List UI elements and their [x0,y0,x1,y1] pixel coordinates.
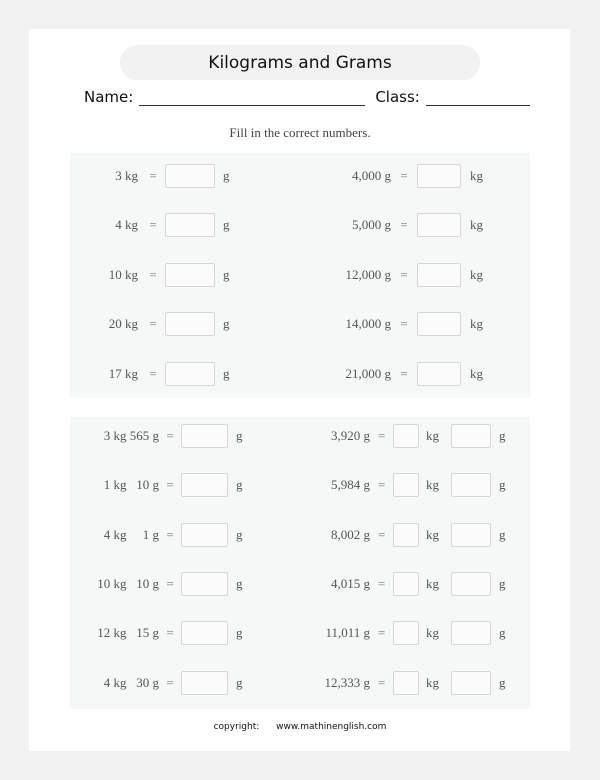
worksheet-title [120,45,480,80]
g-unit-label: g [499,527,506,542]
name-class-row [84,88,530,106]
equals-sign: = [149,267,157,282]
problem-row [300,571,506,597]
problem-row [300,311,483,337]
g-answer-box[interactable] [451,572,491,596]
copyright-label: copyright: [213,722,260,732]
problem-value: 14,000 g [345,316,391,331]
problem-value: 8,002 g [331,527,370,542]
equals-sign: = [149,316,157,331]
unit-label: g [236,675,243,690]
equals-sign: = [149,366,157,381]
problem-value: 3 kg [115,168,138,183]
problem-row [70,571,243,597]
answer-box[interactable] [165,263,215,287]
problem-value: 5,984 g [331,477,370,492]
problem-value: 4 kg [115,217,138,232]
title-text: Kilograms and Grams [208,52,392,73]
unit-label: kg [470,168,483,183]
kg-answer-box[interactable] [393,424,419,448]
answer-box[interactable] [181,621,228,645]
problem-row [300,163,483,189]
kg-unit-label: kg [426,428,439,443]
answer-box[interactable] [181,671,228,695]
equals-sign: = [166,625,174,640]
instructions: Fill in the correct numbers. [229,125,371,140]
problem-row [300,670,506,696]
g-answer-box[interactable] [451,424,491,448]
unit-label: g [223,366,230,381]
problem-value: 3,920 g [331,428,370,443]
unit-label: g [236,477,243,492]
kg-answer-box[interactable] [393,523,419,547]
unit-label: g [236,576,243,591]
kg-answer-box[interactable] [393,473,419,497]
problem-value: 4 kg 30 g [103,675,159,690]
equals-sign: = [400,316,408,331]
name-label: Name: [84,88,134,106]
problem-row [300,212,483,238]
equals-sign: = [400,366,408,381]
problem-value: 11,011 g [325,625,370,640]
answer-box[interactable] [165,312,215,336]
name-field[interactable] [139,91,365,106]
answer-box[interactable] [417,263,461,287]
problem-row [70,522,243,548]
equals-sign: = [377,625,386,640]
kg-unit-label: kg [426,576,439,591]
problem-row [70,262,230,288]
problem-value: 1 kg 10 g [103,477,159,492]
equals-sign: = [400,267,408,282]
problem-row [70,423,243,449]
problem-value: 10 kg 10 g [97,576,159,591]
g-unit-label: g [499,625,506,640]
equals-sign: = [377,576,386,591]
answer-box[interactable] [165,362,215,386]
problem-row [300,620,506,646]
problem-row [70,620,243,646]
answer-box[interactable] [181,572,228,596]
unit-label: g [223,267,230,282]
unit-label: g [223,168,230,183]
kg-unit-label: kg [426,477,439,492]
problem-value: 21,000 g [345,366,391,381]
problem-row [70,361,230,387]
kg-unit-label: kg [426,675,439,690]
problem-value: 12 kg 15 g [97,625,159,640]
kg-answer-box[interactable] [393,671,419,695]
problem-value: 4,015 g [331,576,370,591]
unit-label: g [223,217,230,232]
equals-sign: = [377,675,386,690]
problem-value: 12,000 g [345,267,391,282]
unit-label: kg [470,316,483,331]
equals-sign: = [166,477,174,492]
answer-box[interactable] [417,164,461,188]
g-unit-label: g [499,477,506,492]
problem-row [70,311,230,337]
unit-label: g [223,316,230,331]
problem-row [300,262,483,288]
problem-value: 4,000 g [352,168,391,183]
equals-sign: = [166,576,174,591]
problem-value: 4 kg 1 g [103,527,159,542]
problem-value: 5,000 g [352,217,391,232]
equals-sign: = [400,217,408,232]
unit-label: g [236,428,243,443]
answer-box[interactable] [181,424,228,448]
problem-row [70,212,230,238]
g-unit-label: g [499,428,506,443]
footer [0,722,600,732]
class-field[interactable] [426,91,530,106]
equals-sign: = [166,675,174,690]
problem-row [300,361,483,387]
answer-box[interactable] [181,523,228,547]
g-answer-box[interactable] [451,671,491,695]
kg-unit-label: kg [426,527,439,542]
problem-value: 10 kg [108,267,138,282]
problem-value: 12,333 g [324,675,370,690]
problem-row [300,522,506,548]
answer-box[interactable] [417,213,461,237]
answer-box[interactable] [165,164,215,188]
problem-value: 17 kg [108,366,138,381]
problem-row [70,670,243,696]
unit-label: kg [470,366,483,381]
unit-label: g [236,527,243,542]
class-label: Class: [375,88,420,106]
g-answer-box[interactable] [451,473,491,497]
problem-row [70,472,243,498]
problem-row [300,423,506,449]
equals-sign: = [377,477,386,492]
answer-box[interactable] [181,473,228,497]
answer-box[interactable] [417,312,461,336]
answer-box[interactable] [165,213,215,237]
website-link[interactable]: www.mathinenglish.com [276,722,387,732]
kg-answer-box[interactable] [393,572,419,596]
equals-sign: = [377,428,386,443]
equals-sign: = [377,527,386,542]
problem-value: 20 kg [108,316,138,331]
kg-answer-box[interactable] [393,621,419,645]
equals-sign: = [166,428,174,443]
unit-label: kg [470,267,483,282]
section-2-panel [70,417,530,709]
unit-label: kg [470,217,483,232]
equals-sign: = [149,168,157,183]
g-answer-box[interactable] [451,523,491,547]
equals-sign: = [166,527,174,542]
equals-sign: = [149,217,157,232]
kg-unit-label: kg [426,625,439,640]
equals-sign: = [400,168,408,183]
g-answer-box[interactable] [451,621,491,645]
problem-row [70,163,230,189]
g-unit-label: g [499,576,506,591]
g-unit-label: g [499,675,506,690]
unit-label: g [236,625,243,640]
answer-box[interactable] [417,362,461,386]
problem-value: 3 kg 565 g [103,428,159,443]
problem-row [300,472,506,498]
